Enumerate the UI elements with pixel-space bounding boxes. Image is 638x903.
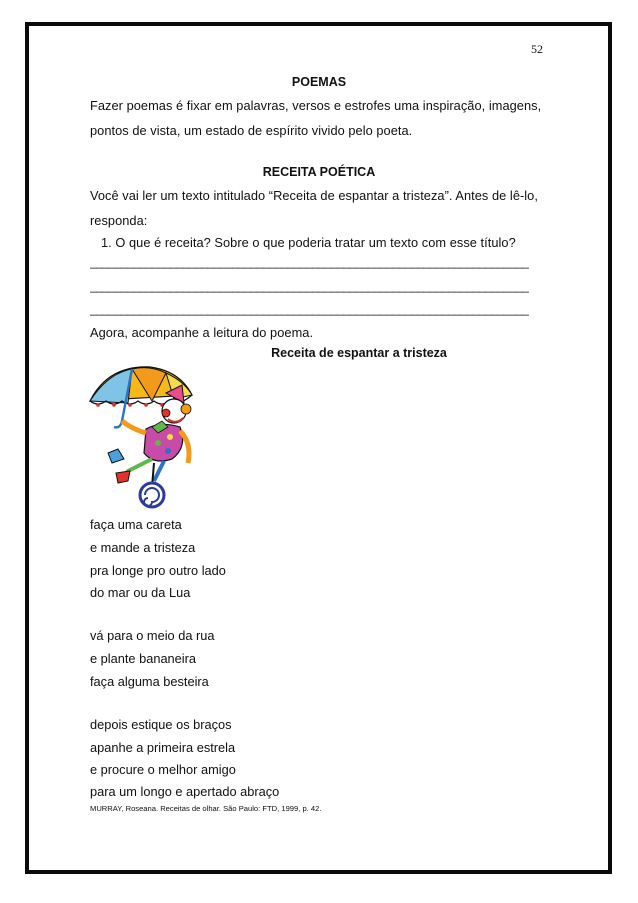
poem-line: e procure o melhor amigo <box>90 762 236 777</box>
poem-line: e mande a tristeza <box>90 540 196 555</box>
poem-line: faça alguma besteira <box>90 674 209 689</box>
poem-line: para um longo e apertado abraço <box>90 784 280 799</box>
page-number: 52 <box>531 42 543 56</box>
intro-line-1: Você vai ler um texto intitulado “Receita de espantar a tristeza”. Antes de lê-lo, <box>90 188 538 203</box>
answer-line-3[interactable]: _______________________________________________________________________ <box>90 302 529 316</box>
answer-line-1[interactable]: _______________________________________________________________________ <box>90 255 529 269</box>
poem-title: Receita de espantar a tristeza <box>271 346 447 360</box>
poem-line: depois estique os braços <box>90 717 232 732</box>
follow-instruction: Agora, acompanhe a leitura do poema. <box>90 325 314 340</box>
section-title-poemas: POEMAS <box>291 75 347 89</box>
poem-line: vá para o meio da rua <box>90 628 215 643</box>
poem-line: faça uma careta <box>90 517 182 532</box>
poem-line: apanhe a primeira estrela <box>90 740 236 755</box>
poem-line: pra longe pro outro lado <box>90 563 226 578</box>
clown-umbrella-unicycle-illustration <box>88 363 200 513</box>
poem-line: e plante bananeira <box>90 651 197 666</box>
poem-line: do mar ou da Lua <box>90 585 191 600</box>
section-title-receita: RECEITA POÉTICA <box>262 165 376 179</box>
poemas-text-line-1: Fazer poemas é fixar em palavras, versos e estrofes uma inspiração, imagens, <box>90 98 542 113</box>
intro-line-2: responda: <box>90 213 148 228</box>
question-1: 1. O que é receita? Sobre o que poderia tratar um texto com esse título? <box>101 235 516 250</box>
citation: MURRAY, Roseana. Receitas de olhar. São Paulo: FTD, 1999, p. 42. <box>90 804 322 813</box>
poemas-text-line-2: pontos de vista, um estado de espírito vivido pelo poeta. <box>90 123 413 138</box>
answer-line-2[interactable]: _______________________________________________________________________ <box>90 279 529 293</box>
